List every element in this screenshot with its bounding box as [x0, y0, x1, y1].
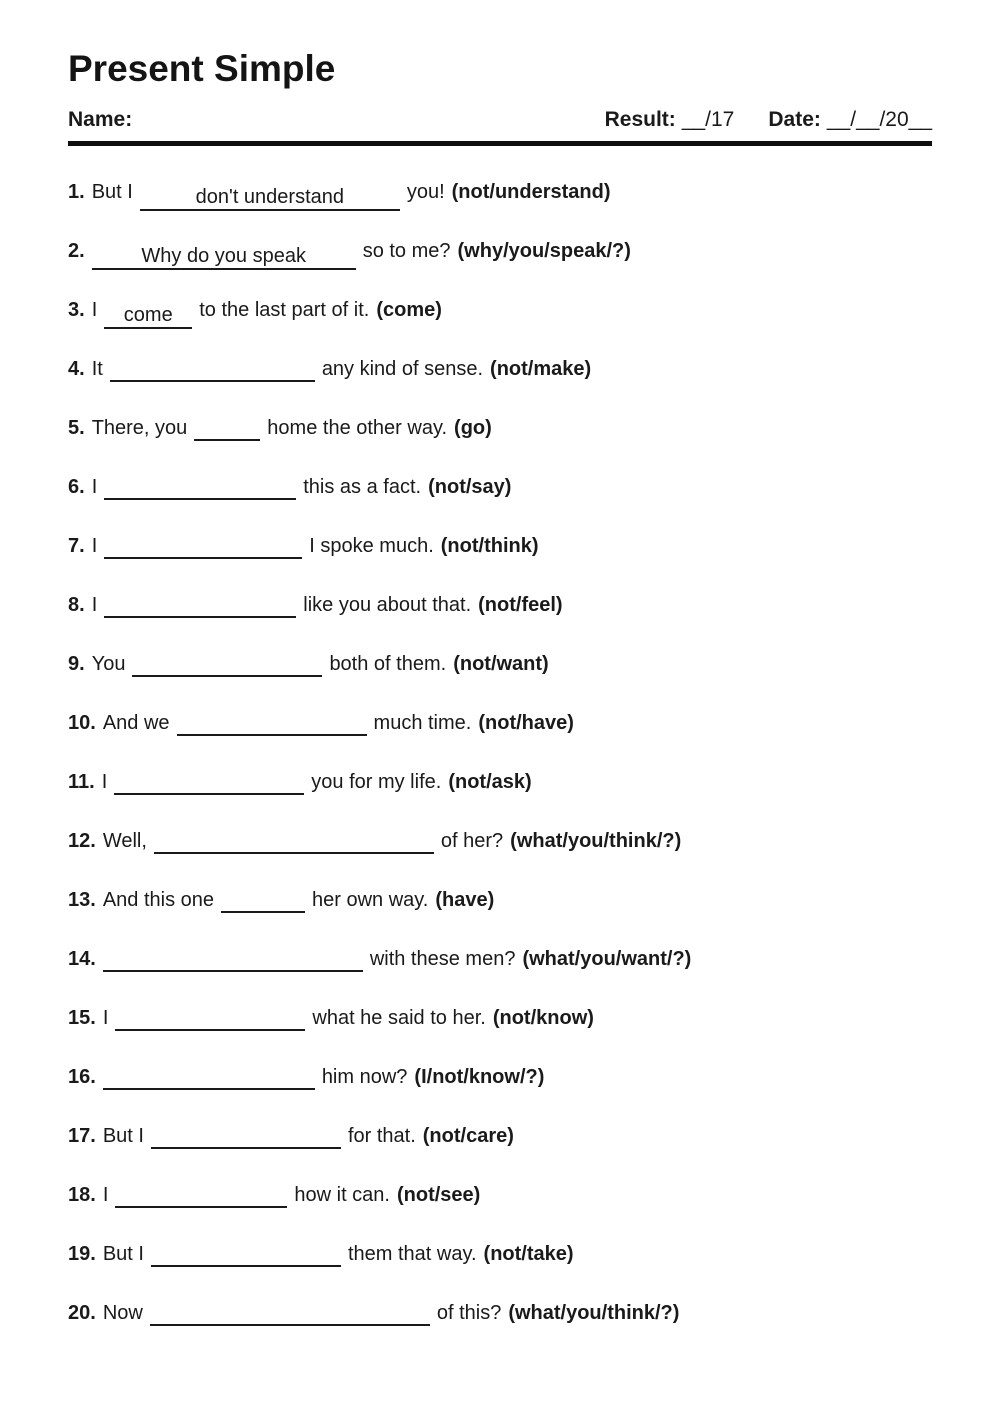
question-row: [68, 593, 932, 619]
question-list: [68, 180, 932, 1327]
verb-hint: (what/you/think/?): [508, 1302, 680, 1324]
question-number: 5.: [68, 417, 85, 439]
question-row: [68, 239, 932, 265]
page-title: Present Simple: [68, 48, 336, 89]
answer-blank[interactable]: [132, 653, 322, 677]
answer-text: don't understand: [195, 186, 345, 208]
question-post-text: her own way.: [312, 889, 429, 911]
question-number: 17.: [68, 1125, 96, 1147]
question-row: [68, 475, 932, 501]
question-post-text: so to me?: [362, 240, 451, 262]
verb-hint: (come): [376, 299, 442, 321]
name-label: Name:: [68, 108, 133, 131]
verb-hint: (not/take): [483, 1243, 574, 1265]
question-post-text: you!: [406, 181, 445, 203]
question-number: 3.: [68, 299, 85, 321]
answer-blank[interactable]: [140, 187, 400, 211]
question-number: 12.: [68, 830, 96, 852]
answer-blank[interactable]: [150, 1302, 430, 1326]
answer-blank[interactable]: [92, 246, 356, 270]
date-field: [768, 108, 932, 132]
question-post-text: for that.: [347, 1125, 416, 1147]
question-number: 18.: [68, 1184, 96, 1206]
question-post-text: what he said to her.: [312, 1007, 486, 1029]
verb-hint: (what/you/want/?): [522, 948, 692, 970]
question-row: [68, 1124, 932, 1150]
answer-blank[interactable]: [221, 889, 305, 913]
question-row: [68, 1301, 932, 1327]
question-pre-text: There, you: [91, 417, 188, 439]
question-row: [68, 888, 932, 914]
question-post-text: any kind of sense.: [321, 358, 484, 380]
answer-blank[interactable]: [151, 1125, 341, 1149]
answer-blank[interactable]: [115, 1184, 287, 1208]
verb-hint: (not/make): [490, 358, 592, 380]
verb-hint: (not/have): [478, 712, 574, 734]
question-row: [68, 1065, 932, 1091]
name-field: [68, 108, 132, 132]
verb-hint: (not/see): [396, 1184, 481, 1206]
question-pre-text: It: [91, 358, 103, 380]
verb-hint: (not/ask): [448, 771, 532, 793]
answer-blank[interactable]: [110, 358, 315, 382]
question-number: 13.: [68, 889, 96, 911]
question-pre-text: I: [91, 535, 98, 557]
question-pre-text: I: [102, 1007, 109, 1029]
answer-text: come: [123, 304, 173, 326]
question-number: 19.: [68, 1243, 96, 1265]
question-pre-text: I: [91, 476, 98, 498]
question-post-text: I spoke much.: [309, 535, 434, 557]
date-value: __/__/20__: [826, 108, 932, 131]
verb-hint: (not/care): [422, 1125, 514, 1147]
question-number: 10.: [68, 712, 96, 734]
verb-hint: (go): [454, 417, 492, 439]
verb-hint: (not/think): [440, 535, 539, 557]
question-row: [68, 1242, 932, 1268]
question-number: 16.: [68, 1066, 96, 1088]
question-post-text: much time.: [373, 712, 472, 734]
question-row: [68, 357, 932, 383]
verb-hint: (why/you/speak/?): [457, 240, 631, 262]
question-pre-text: I: [102, 1184, 109, 1206]
verb-hint: (not/know): [492, 1007, 594, 1029]
answer-blank[interactable]: [104, 305, 192, 329]
question-number: 2.: [68, 240, 85, 262]
question-pre-text: But I: [102, 1243, 144, 1265]
verb-hint: (not/want): [453, 653, 549, 675]
question-row: [68, 947, 932, 973]
verb-hint: (not/understand): [451, 181, 611, 203]
question-post-text: both of them.: [329, 653, 447, 675]
header-fields: [68, 108, 932, 132]
question-post-text: them that way.: [347, 1243, 477, 1265]
answer-blank[interactable]: [104, 535, 302, 559]
answer-blank[interactable]: [104, 594, 296, 618]
question-pre-text: And this one: [102, 889, 215, 911]
question-number: 8.: [68, 594, 85, 616]
question-row: [68, 711, 932, 737]
answer-blank[interactable]: [114, 771, 304, 795]
answer-blank[interactable]: [194, 417, 260, 441]
question-post-text: of her?: [440, 830, 504, 852]
question-pre-text: Now: [102, 1302, 143, 1324]
question-pre-text: I: [91, 594, 98, 616]
question-row: [68, 180, 932, 206]
question-row: [68, 298, 932, 324]
result-value: __/17: [681, 108, 735, 131]
verb-hint: (not/say): [428, 476, 512, 498]
question-row: [68, 416, 932, 442]
question-pre-text: I: [91, 299, 98, 321]
answer-blank[interactable]: [103, 948, 363, 972]
question-row: [68, 1183, 932, 1209]
question-post-text: home the other way.: [267, 417, 448, 439]
question-row: [68, 534, 932, 560]
question-number: 9.: [68, 653, 85, 675]
question-post-text: to the last part of it.: [199, 299, 370, 321]
date-label: Date:: [768, 108, 821, 131]
question-post-text: you for my life.: [311, 771, 442, 793]
answer-blank[interactable]: [103, 1066, 315, 1090]
verb-hint: (not/feel): [478, 594, 563, 616]
question-number: 1.: [68, 181, 85, 203]
question-row: [68, 770, 932, 796]
answer-text: Why do you speak: [141, 245, 306, 267]
question-row: [68, 1006, 932, 1032]
question-post-text: with these men?: [369, 948, 516, 970]
answer-blank[interactable]: [115, 1007, 305, 1031]
question-number: 20.: [68, 1302, 96, 1324]
question-row: [68, 829, 932, 855]
question-post-text: like you about that.: [303, 594, 472, 616]
question-post-text: him now?: [321, 1066, 408, 1088]
answer-blank[interactable]: [151, 1243, 341, 1267]
result-date-fields: [605, 108, 932, 132]
answer-blank[interactable]: [104, 476, 296, 500]
result-field: [605, 108, 735, 132]
question-number: 7.: [68, 535, 85, 557]
verb-hint: (have): [435, 889, 495, 911]
question-number: 6.: [68, 476, 85, 498]
verb-hint: (I/not/know/?): [414, 1066, 545, 1088]
verb-hint: (what/you/think/?): [510, 830, 682, 852]
question-number: 4.: [68, 358, 85, 380]
question-pre-text: Well,: [102, 830, 147, 852]
question-pre-text: But I: [102, 1125, 144, 1147]
question-pre-text: But I: [91, 181, 133, 203]
answer-blank[interactable]: [154, 830, 434, 854]
header-divider: [68, 141, 932, 146]
question-number: 15.: [68, 1007, 96, 1029]
question-number: 14.: [68, 948, 96, 970]
question-pre-text: And we: [102, 712, 170, 734]
result-label: Result:: [604, 108, 676, 131]
question-number: 11.: [68, 771, 95, 793]
question-post-text: of this?: [436, 1302, 502, 1324]
question-pre-text: You: [91, 653, 126, 675]
answer-blank[interactable]: [177, 712, 367, 736]
question-pre-text: I: [101, 771, 108, 793]
question-row: [68, 652, 932, 678]
question-post-text: how it can.: [294, 1184, 390, 1206]
question-post-text: this as a fact.: [303, 476, 422, 498]
